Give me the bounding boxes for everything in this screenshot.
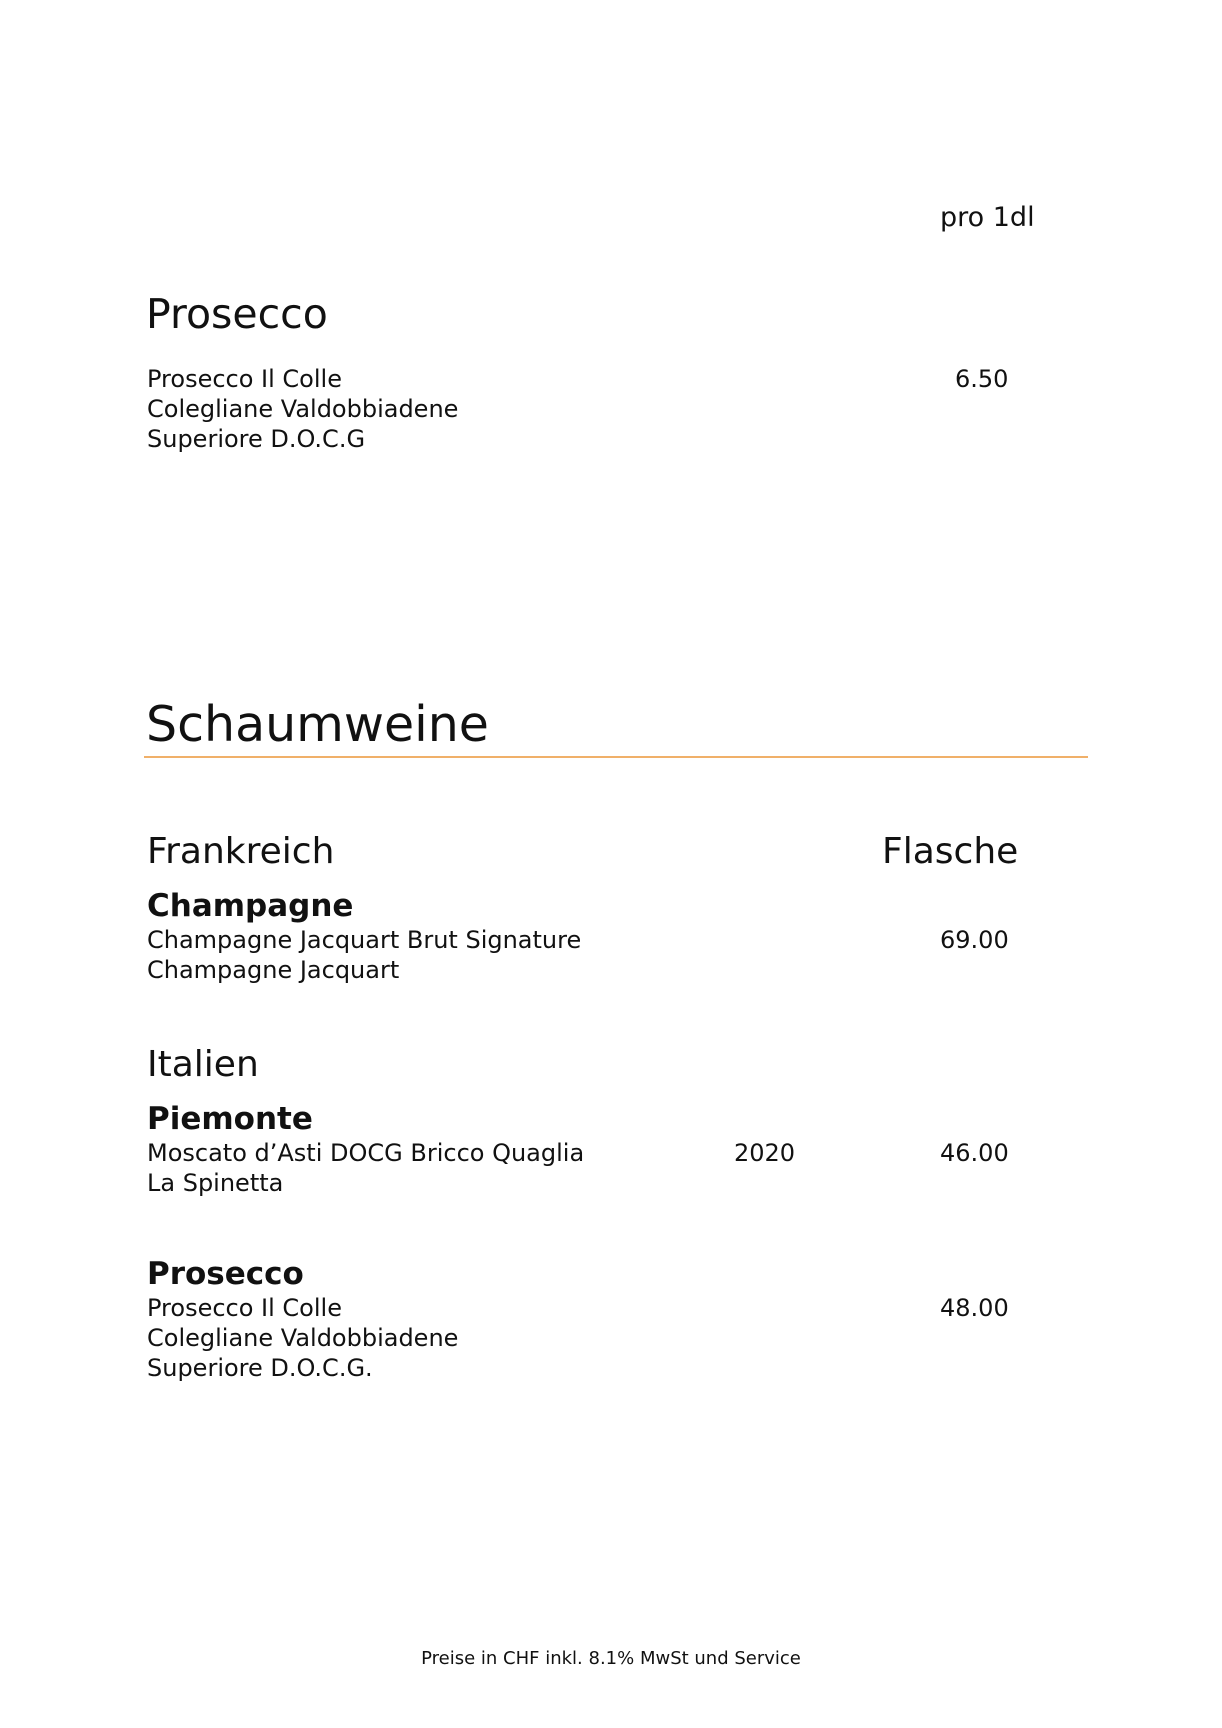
wine-name: Prosecco Il Colle bbox=[147, 1294, 342, 1322]
wine-name: Moscato d’Asti DOCG Bricco Quaglia bbox=[147, 1139, 585, 1167]
unit-label-per-dl: pro 1dl bbox=[940, 202, 1035, 233]
wine-item-prosecco-bottle bbox=[147, 1293, 458, 1383]
wine-producer: Champagne Jacquart bbox=[147, 956, 400, 984]
wine-name: Prosecco Il Colle bbox=[147, 365, 342, 393]
section-title-prosecco: Prosecco bbox=[146, 290, 328, 338]
wine-item-prosecco-glass bbox=[147, 364, 458, 454]
wine-price: 48.00 bbox=[940, 1294, 1009, 1322]
wine-producer: Colegliane Valdobbiadene bbox=[147, 395, 459, 423]
wine-price: 46.00 bbox=[940, 1139, 1009, 1167]
region-heading-piemonte: Piemonte bbox=[147, 1101, 313, 1137]
wine-producer: La Spinetta bbox=[147, 1169, 284, 1197]
wine-name: Champagne Jacquart Brut Signature bbox=[147, 926, 582, 954]
wine-producer: Colegliane Valdobbiadene bbox=[147, 1324, 459, 1352]
region-heading-champagne: Champagne bbox=[147, 888, 354, 924]
wine-item-champagne-jacquart bbox=[147, 925, 581, 985]
country-heading-frankreich: Frankreich bbox=[147, 831, 335, 872]
country-heading-italien: Italien bbox=[147, 1044, 259, 1085]
wine-designation: Superiore D.O.C.G bbox=[147, 425, 366, 453]
wine-price: 6.50 bbox=[955, 365, 1009, 393]
column-label-bottle: Flasche bbox=[882, 831, 1019, 872]
wine-item-moscato-dasti bbox=[147, 1138, 584, 1198]
wine-vintage: 2020 bbox=[734, 1139, 796, 1167]
footer-price-note: Preise in CHF inkl. 8.1% MwSt und Service bbox=[421, 1648, 801, 1669]
region-heading-prosecco: Prosecco bbox=[147, 1256, 304, 1292]
wine-designation: Superiore D.O.C.G. bbox=[147, 1354, 373, 1382]
wine-price: 69.00 bbox=[940, 926, 1009, 954]
section-title-schaumweine: Schaumweine bbox=[146, 696, 489, 753]
section-divider bbox=[144, 756, 1088, 758]
